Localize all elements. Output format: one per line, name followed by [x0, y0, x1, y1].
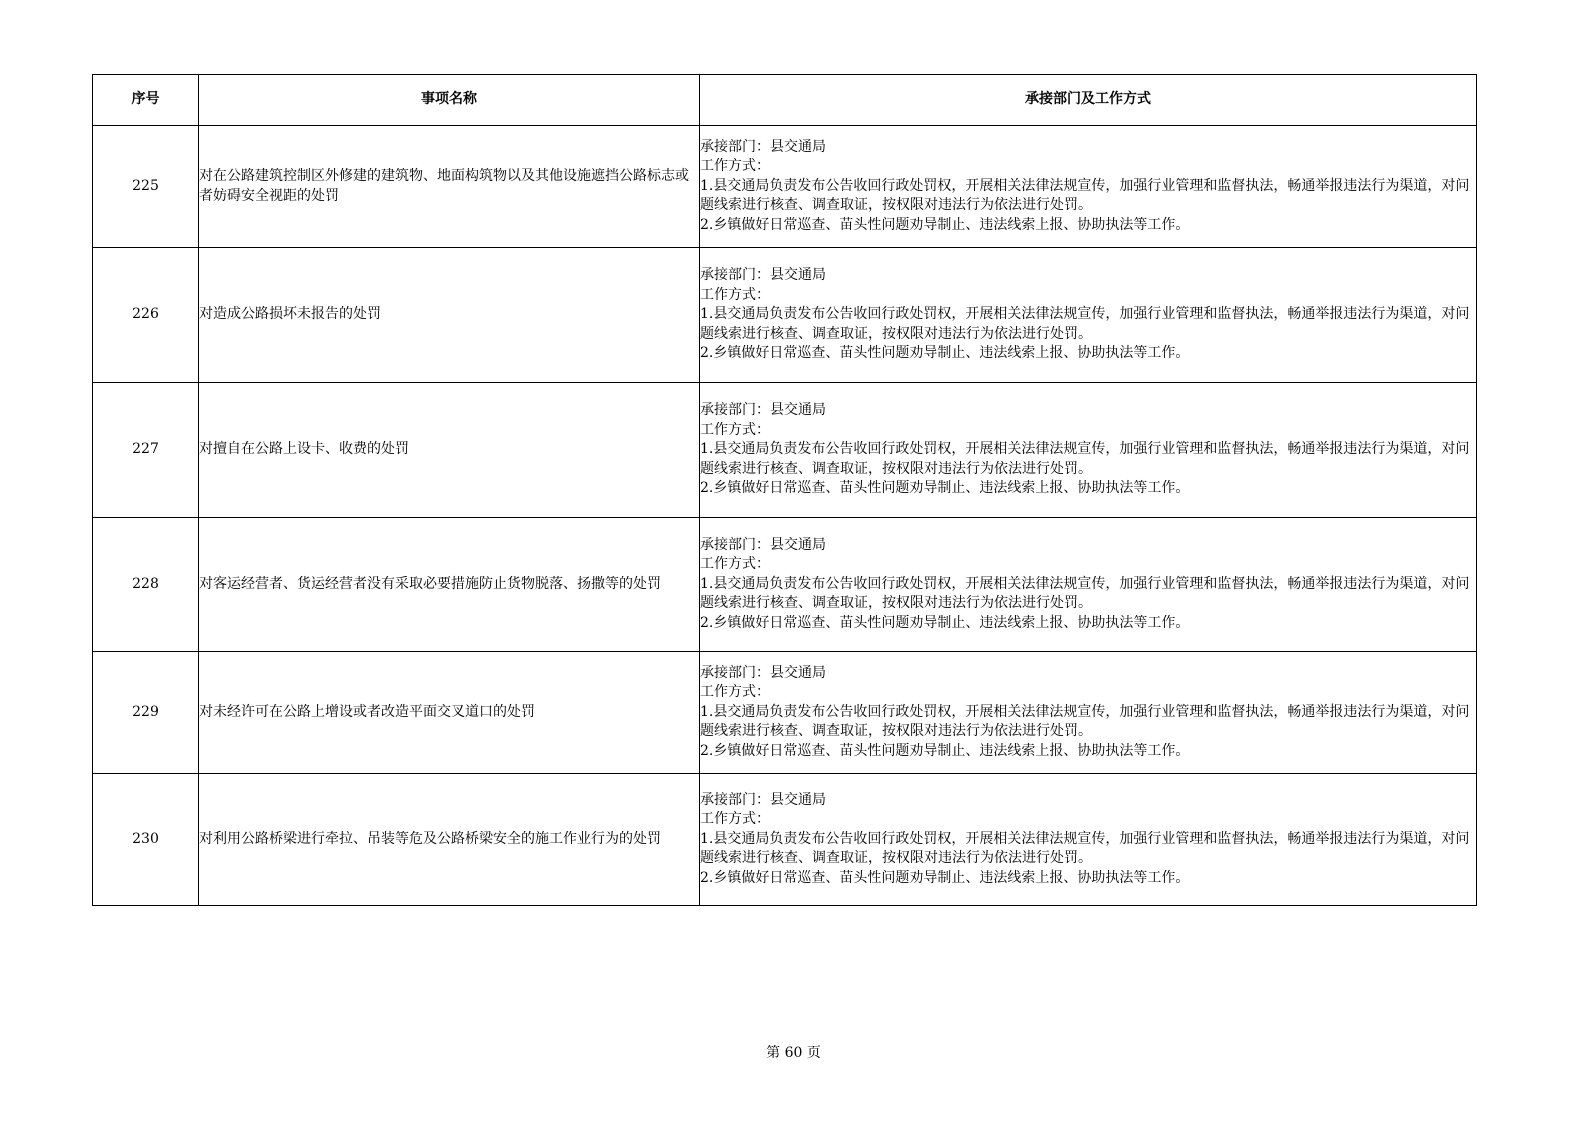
way-item-2: 2.乡镇做好日常巡查、苗头性问题劝导制止、违法线索上报、协助执法等工作。 — [700, 345, 1190, 362]
way-item-2: 2.乡镇做好日常巡查、苗头性问题劝导制止、违法线索上报、协助执法等工作。 — [700, 742, 1190, 759]
row-seq: 226 — [93, 248, 199, 383]
row-seq: 225 — [93, 126, 199, 248]
items-table — [92, 74, 1477, 906]
row-method — [700, 383, 1477, 518]
row-seq: 228 — [93, 518, 199, 652]
header-name: 事项名称 — [199, 75, 700, 126]
table-row — [93, 383, 1477, 518]
way-label: 工作方式： — [700, 684, 770, 701]
page-number: 第 60 页 — [766, 1045, 821, 1061]
table-row — [93, 248, 1477, 383]
way-label: 工作方式： — [700, 286, 770, 303]
table-row — [93, 518, 1477, 652]
way-label: 工作方式： — [700, 421, 770, 438]
way-item-1: 1.县交通局负责发布公告收回行政处罚权，开展相关法律法规宣传，加强行业管理和监督执法，畅通举报违法行为渠道，对问题线索进行核查、调查取证，按权限对违法行为依法进行处罚。 — [700, 575, 1470, 612]
row-seq: 227 — [93, 383, 199, 518]
row-seq: 230 — [93, 774, 199, 906]
way-item-2: 2.乡镇做好日常巡查、苗头性问题劝导制止、违法线索上报、协助执法等工作。 — [700, 614, 1190, 631]
way-item-1: 1.县交通局负责发布公告收回行政处罚权，开展相关法律法规宣传，加强行业管理和监督执法，畅通举报违法行为渠道，对问题线索进行核查、调查取证，按权限对违法行为依法进行处罚。 — [700, 177, 1470, 214]
header-seq: 序号 — [93, 75, 199, 126]
row-item-name: 对造成公路损坏未报告的处罚 — [199, 248, 700, 383]
dept-line: 承接部门：县交通局 — [700, 791, 826, 808]
header-method: 承接部门及工作方式 — [700, 75, 1477, 126]
row-item-name: 对擅自在公路上设卡、收费的处罚 — [199, 383, 700, 518]
way-item-2: 2.乡镇做好日常巡查、苗头性问题劝导制止、违法线索上报、协助执法等工作。 — [700, 216, 1190, 233]
table-row — [93, 774, 1477, 906]
way-item-1: 1.县交通局负责发布公告收回行政处罚权，开展相关法律法规宣传，加强行业管理和监督执法，畅通举报违法行为渠道，对问题线索进行核查、调查取证，按权限对违法行为依法进行处罚。 — [700, 703, 1470, 740]
page-footer — [0, 1042, 1587, 1062]
way-item-1: 1.县交通局负责发布公告收回行政处罚权，开展相关法律法规宣传，加强行业管理和监督执法，畅通举报违法行为渠道，对问题线索进行核查、调查取证，按权限对违法行为依法进行处罚。 — [700, 441, 1470, 477]
row-method — [700, 652, 1477, 774]
dept-line: 承接部门：县交通局 — [700, 402, 826, 419]
dept-line: 承接部门：县交通局 — [700, 664, 826, 681]
way-label: 工作方式： — [700, 811, 770, 828]
way-item-1: 1.县交通局负责发布公告收回行政处罚权，开展相关法律法规宣传，加强行业管理和监督执法，畅通举报违法行为渠道，对问题线索进行核查、调查取证，按权限对违法行为依法进行处罚。 — [700, 830, 1470, 867]
table-header-row — [93, 75, 1477, 126]
way-item-2: 2.乡镇做好日常巡查、苗头性问题劝导制止、违法线索上报、协助执法等工作。 — [700, 480, 1190, 497]
dept-line: 承接部门：县交通局 — [700, 267, 826, 284]
table-row — [93, 652, 1477, 774]
row-method — [700, 518, 1477, 652]
row-method — [700, 126, 1477, 248]
way-label: 工作方式： — [700, 556, 770, 573]
way-item-2: 2.乡镇做好日常巡查、苗头性问题劝导制止、违法线索上报、协助执法等工作。 — [700, 869, 1190, 886]
row-item-name: 对利用公路桥梁进行牵拉、吊装等危及公路桥梁安全的施工作业行为的处罚 — [199, 774, 700, 906]
dept-line: 承接部门：县交通局 — [700, 536, 826, 553]
way-label: 工作方式： — [700, 158, 770, 175]
row-method — [700, 774, 1477, 906]
row-item-name: 对客运经营者、货运经营者没有采取必要措施防止货物脱落、扬撒等的处罚 — [199, 518, 700, 652]
row-seq: 229 — [93, 652, 199, 774]
way-item-1: 1.县交通局负责发布公告收回行政处罚权，开展相关法律法规宣传，加强行业管理和监督执法，畅通举报违法行为渠道，对问题线索进行核查、调查取证，按权限对违法行为依法进行处罚。 — [700, 306, 1470, 342]
row-method — [700, 248, 1477, 383]
dept-line: 承接部门：县交通局 — [700, 138, 826, 155]
row-item-name: 对未经许可在公路上增设或者改造平面交叉道口的处罚 — [199, 652, 700, 774]
table-row — [93, 126, 1477, 248]
row-item-name: 对在公路建筑控制区外修建的建筑物、地面构筑物以及其他设施遮挡公路标志或者妨碍安全视距的处罚 — [199, 126, 700, 248]
